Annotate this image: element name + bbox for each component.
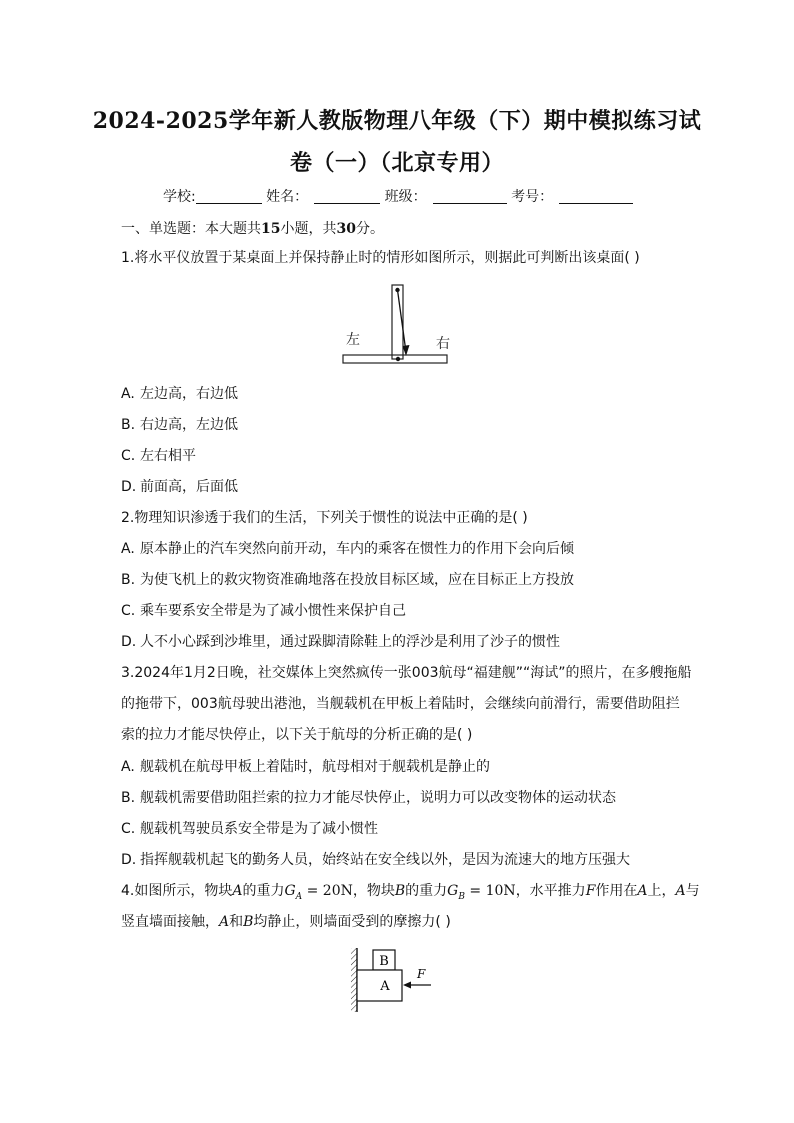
wall-hatching: [351, 948, 357, 1012]
question-3-stem-line1: 3.2024年1月2日晚，社交媒体上突然疯传一张003航母“福建舰”“海试”的照片，在多艘拖船: [121, 665, 692, 681]
plumb-line: [398, 290, 407, 352]
question-2-option-b[interactable]: B. 为使飞机上的救灾物资准确地落在投放目标区域，应在目标正上方投放: [121, 572, 574, 588]
page-title-line1: 2024-2025学年新人教版物理八年级（下）期中模拟练习试: [92, 108, 702, 134]
question-1-stem: 1.将水平仪放置于某桌面上并保持静止时的情形如图所示，则据此可判断出该桌面( ): [121, 250, 640, 266]
page-title-line2: 卷（一）（北京专用）: [289, 150, 504, 176]
label-left: 左: [346, 332, 360, 348]
question-4-stem-line2: 竖直墙面接触，A和B均静止，则墙面受到的摩擦力( ): [121, 914, 451, 930]
question-3-stem-line3: 索的拉力才能尽快停止，以下关于航母的分析正确的是( ): [121, 727, 473, 743]
question-2-option-d[interactable]: D. 人不小心踩到沙堆里，通过跺脚清除鞋上的浮沙是利用了沙子的惯性: [121, 634, 560, 650]
block-b-label: B: [379, 954, 389, 969]
question-1-option-b[interactable]: B. 右边高，左边低: [121, 417, 238, 433]
school-blank[interactable]: [196, 189, 262, 204]
base-dot: [396, 357, 400, 361]
level-figure: [340, 282, 452, 368]
exam-number-blank[interactable]: [559, 189, 633, 204]
force-label: F: [417, 967, 426, 981]
question-3-option-b[interactable]: B. 舰载机需要借助阻拦索的拉力才能尽快停止，说明力可以改变物体的运动状态: [121, 790, 616, 806]
student-info-row: [163, 186, 633, 206]
total-score: 30: [336, 221, 356, 237]
question-4-stem-line1: 4.如图所示，物块A的重力$G_A = 20N$，物块B的重力$G_B = 10N$，水平推力F作用在A上，A与: [121, 883, 700, 902]
name-blank[interactable]: [314, 189, 380, 204]
section-heading: 一、单选题：本大题共15小题，共30分。: [121, 221, 384, 237]
block-a-label: A: [380, 979, 390, 994]
question-3-option-c[interactable]: C. 舰载机驾驶员系安全带是为了减小惯性: [121, 821, 378, 837]
school-label: 学校:: [163, 189, 196, 205]
force-arrow-head: [403, 982, 411, 989]
question-3-stem-line2: 的拖带下，003航母驶出港池，当舰载机在甲板上着陆时，会继续向前滑行，需要借助阻拦: [121, 696, 680, 712]
question-2-option-a[interactable]: A. 原本静止的汽车突然向前开动，车内的乘客在惯性力的作用下会向后倾: [121, 541, 574, 557]
question-1-option-d[interactable]: D. 前面高，后面低: [121, 479, 238, 495]
question-3-option-d[interactable]: D. 指挥舰载机起飞的勤务人员，始终站在安全线以外，是因为流速大的地方压强大: [121, 852, 630, 868]
label-right: 右: [436, 336, 450, 352]
question-1-option-c[interactable]: C. 左右相平: [121, 448, 196, 464]
question-count: 15: [261, 221, 281, 237]
question-2-option-c[interactable]: C. 乘车要系安全带是为了减小惯性来保护自己: [121, 603, 406, 619]
exam-number-label: 考号：: [511, 189, 554, 205]
class-blank[interactable]: [433, 189, 507, 204]
wall-block-figure: [347, 946, 439, 1016]
name-label: 姓名：: [266, 189, 309, 205]
question-2-stem: 2.物理知识渗透于我们的生活，下列关于惯性的说法中正确的是( ): [121, 510, 528, 526]
class-label: 班级：: [384, 189, 427, 205]
question-3-option-a[interactable]: A. 舰载机在航母甲板上着陆时，航母相对于舰载机是静止的: [121, 759, 490, 775]
question-1-option-a[interactable]: A. 左边高，右边低: [121, 386, 238, 402]
